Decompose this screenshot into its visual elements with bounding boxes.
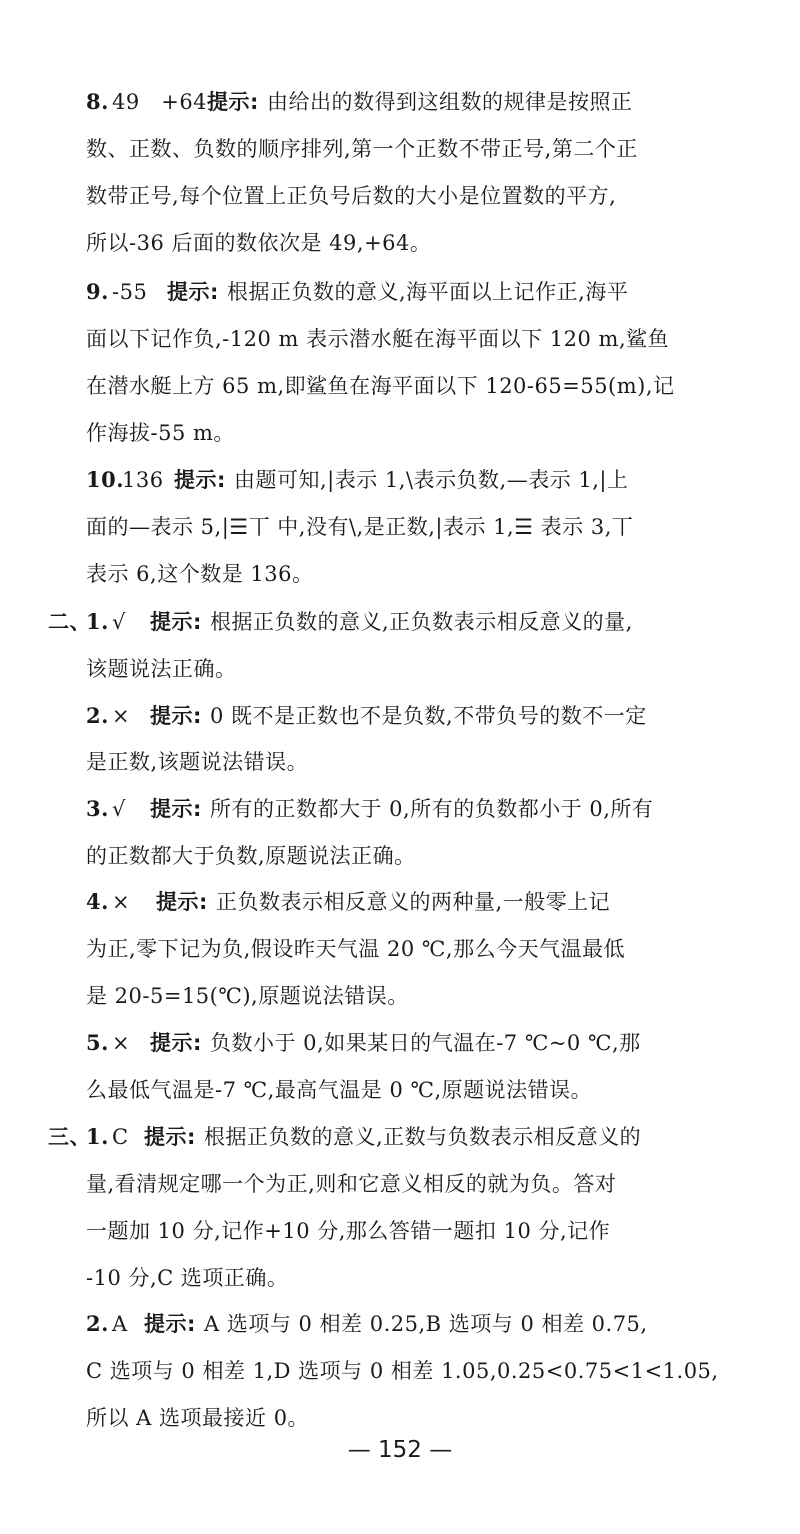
s2-q2-text-2: 是正数,该题说法错误。 (86, 750, 309, 774)
s2-q4-answer: × (112, 890, 131, 914)
q9-text-3: 在潜水艇上方 65 m,即鲨鱼在海平面以下 120-65=55(m),记 (86, 374, 675, 398)
s3-q1-line-3 (0, 1207, 800, 1255)
s2-q2-line-2 (0, 738, 800, 786)
s2-q2-line-1 (0, 692, 800, 740)
s3-q2-number: 2. (86, 1311, 109, 1336)
s2-q1-text-2: 该题说法正确。 (86, 657, 237, 681)
s2-q4-line-2 (0, 925, 800, 973)
q8-hint-label: 提示: (207, 90, 259, 114)
s2-q5-answer: × (112, 1031, 131, 1055)
s2-q4-line-1 (0, 878, 800, 926)
s3-q2-line-2 (0, 1347, 800, 1395)
s3-q2-text-3: 所以 A 选项最接近 0。 (86, 1406, 310, 1430)
s3-q1-line-2 (0, 1160, 800, 1208)
s3-q2-text-2: C 选项与 0 相差 1,D 选项与 0 相差 1.05,0.25<0.75<1<1.05, (86, 1359, 719, 1383)
s3-q1-answer: C (112, 1125, 129, 1149)
s2-q3-answer: √ (112, 797, 126, 821)
q9-hint-label: 提示: (167, 280, 219, 304)
q9-text-4: 作海拔-55 m。 (86, 421, 235, 445)
s2-q4-text-1: 正负数表示相反意义的两种量,一般零上记 (216, 890, 611, 914)
s2-q3-line-2 (0, 832, 800, 880)
s2-q3-text-1: 所有的正数都大于 0,所有的负数都小于 0,所有 (210, 797, 654, 821)
s2-q3-line-1 (0, 785, 800, 833)
s2-q3-number: 3. (86, 796, 109, 821)
s2-q4-line-3 (0, 972, 800, 1020)
q8-line-2 (0, 125, 800, 173)
s2-q1-answer: √ (112, 610, 126, 634)
s2-q1-hint-label: 提示: (150, 610, 202, 634)
s3-q1-line-4 (0, 1254, 800, 1302)
s2-q1-number: 1. (86, 609, 109, 634)
page-number: — 152 — (347, 1437, 453, 1463)
q9-line-3 (0, 362, 800, 410)
s2-q5-text-1: 负数小于 0,如果某日的气温在-7 ℃~0 ℃,那 (210, 1031, 641, 1055)
s3-q1-number: 1. (86, 1124, 109, 1149)
q8-line-4 (0, 219, 800, 267)
q8-answer: 49 +64 (112, 90, 208, 114)
q10-number: 10. (86, 467, 125, 492)
s3-q1-text-2: 量,看清规定哪一个为正,则和它意义相反的就为负。答对 (86, 1172, 617, 1196)
q8-line-1 (0, 78, 800, 126)
s2-q4-text-3: 是 20-5=15(℃),原题说法错误。 (86, 984, 409, 1008)
s2-q5-line-1 (0, 1019, 800, 1067)
s2-q2-answer: × (112, 704, 131, 728)
q10-text-3: 表示 6,这个数是 136。 (86, 562, 314, 586)
s2-q1-text-1: 根据正负数的意义,正负数表示相反意义的量, (210, 610, 633, 634)
q8-number: 8. (86, 89, 109, 114)
q10-text-2: 面的—表示 5,|☰丅 中,没有\,是正数,|表示 1,☰ 表示 3,丅 (86, 515, 634, 539)
s3-q1-line-1 (0, 1113, 800, 1161)
s2-q5-line-2 (0, 1066, 800, 1114)
q8-text-3: 数带正号,每个位置上正负号后数的大小是位置数的平方, (86, 184, 617, 208)
s3-q1-hint-label: 提示: (144, 1125, 196, 1149)
q9-line-2 (0, 315, 800, 363)
s2-q2-hint-label: 提示: (150, 704, 202, 728)
q10-text-1: 由题可知,|表示 1,\表示负数,—表示 1,|上 (234, 468, 629, 492)
s2-q3-text-2: 的正数都大于负数,原题说法正确。 (86, 844, 416, 868)
q8-text-4: 所以-36 后面的数依次是 49,+64。 (86, 231, 432, 255)
s2-q1-line-2 (0, 645, 800, 693)
q9-line-1 (0, 268, 800, 316)
q10-hint-label: 提示: (174, 468, 226, 492)
q10-line-1 (0, 456, 800, 504)
s2-q4-text-2: 为正,零下记为负,假设昨天气温 20 ℃,那么今天气温最低 (86, 937, 626, 961)
s2-q1-line-1 (0, 598, 800, 646)
s3-q1-text-1: 根据正负数的意义,正数与负数表示相反意义的 (204, 1125, 642, 1149)
s3-q2-answer: A (112, 1312, 128, 1336)
s2-q4-number: 4. (86, 889, 109, 914)
s2-q5-text-2: 么最低气温是-7 ℃,最高气温是 0 ℃,原题说法错误。 (86, 1078, 593, 1102)
s3-q1-text-3: 一题加 10 分,记作+10 分,那么答错一题扣 10 分,记作 (86, 1219, 611, 1243)
s2-q2-number: 2. (86, 703, 109, 728)
s3-q2-line-1 (0, 1300, 800, 1348)
s2-q4-hint-label: 提示: (156, 890, 208, 914)
q10-line-3 (0, 550, 800, 598)
q9-line-4 (0, 409, 800, 457)
q9-text-1: 根据正负数的意义,海平面以上记作正,海平 (227, 280, 629, 304)
s3-q2-text-1: A 选项与 0 相差 0.25,B 选项与 0 相差 0.75, (204, 1312, 648, 1336)
s2-q3-hint-label: 提示: (150, 797, 202, 821)
s2-q2-text-1: 0 既不是正数也不是负数,不带负号的数不一定 (210, 704, 647, 728)
s3-q2-hint-label: 提示: (144, 1312, 196, 1336)
q8-line-3 (0, 172, 800, 220)
q9-answer: -55 (112, 280, 148, 304)
s2-q5-number: 5. (86, 1030, 109, 1055)
q8-text-1: 由给出的数得到这组数的规律是按照正 (267, 90, 633, 114)
q8-text-2: 数、正数、负数的顺序排列,第一个正数不带正号,第二个正 (86, 137, 638, 161)
s3-q1-text-4: -10 分,C 选项正确。 (86, 1266, 289, 1290)
q10-answer: 136 (122, 468, 164, 492)
q9-text-2: 面以下记作负,-120 m 表示潜水艇在海平面以下 120 m,鲨鱼 (86, 327, 670, 351)
q9-number: 9. (86, 279, 109, 304)
s3-section-label: 三、 (48, 1124, 91, 1149)
s2-section-label: 二、 (48, 609, 91, 634)
q10-line-2 (0, 503, 800, 551)
s2-q5-hint-label: 提示: (150, 1031, 202, 1055)
